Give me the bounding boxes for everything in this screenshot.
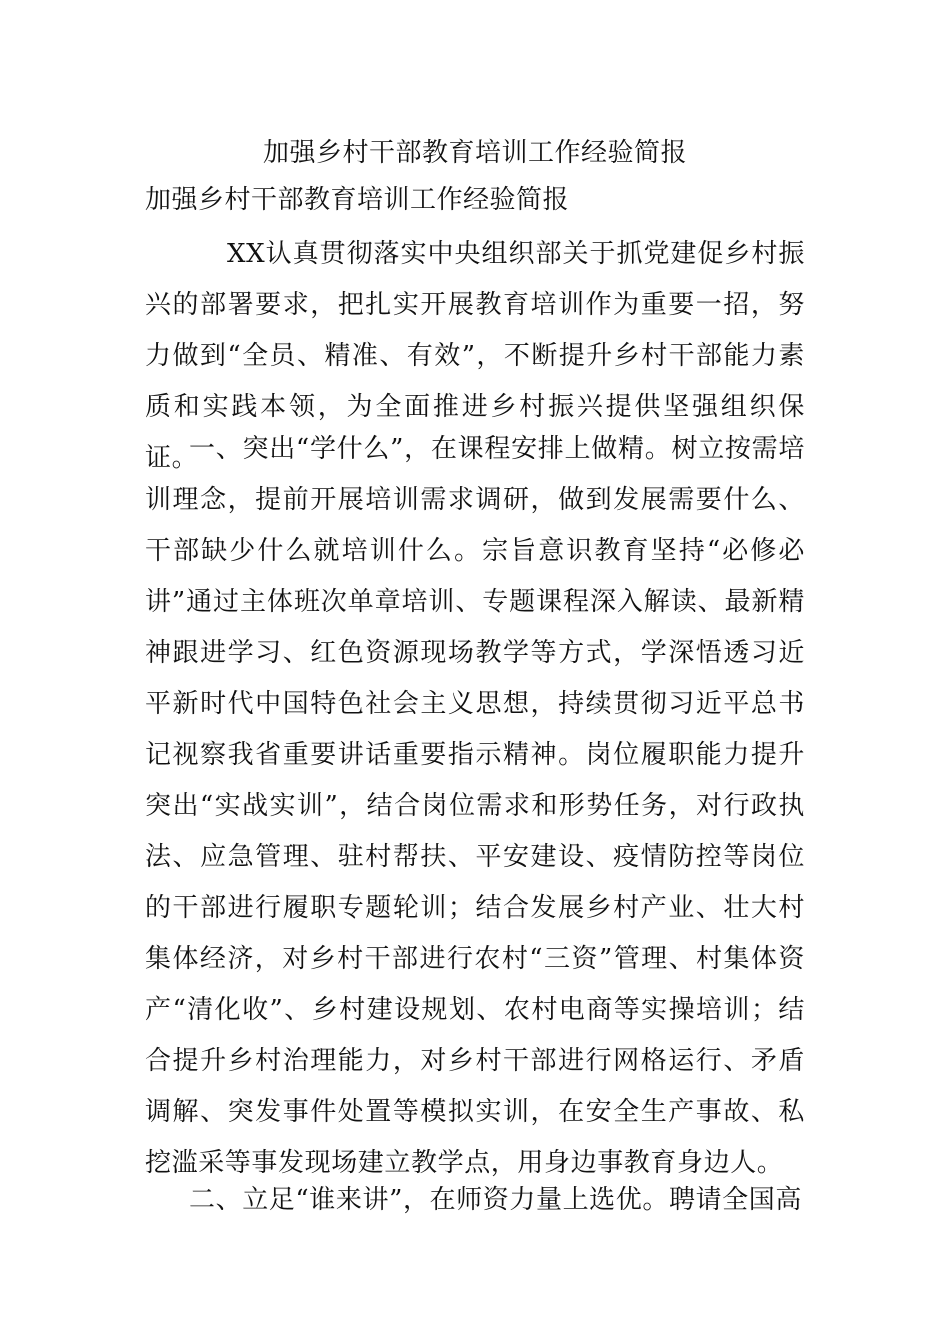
section-one-paragraph: 一、突出“学什么”，在课程安排上做精。树立按需培训理念，提前开展培训需求调研，做到发展需要什么、干部缺少什么就培训什么。宗旨意识教育坚持“必修必讲”通过主体班次单章培训、专题课程深入解读、最新精神跟进学习、红色资源现场教学等方式，学深悟透习近平新时代中国特色社会主义思想，持续贯彻习近平总书记视察我省重要讲话重要指示精神。岗位履职能力提升突出“实战实训”，结合岗位需求和形势任务，对行政执法、应急管理、驻村帮扶、平安建设、疫情防控等岗位的干部进行履职专题轮训；结合发展乡村产业、壮大村集体经济，对乡村干部进行农村“三资”管理、村集体资产“清化收”、乡村建设规划、农村电商等实操培训；结合提升乡村治理能力，对乡村干部进行网格运行、矛盾调解、突发事件处置等模拟实训，在安全生产事故、私挖滥采等事发现场建立教学点，用身边事教育身边人。 [145,434,805,1178]
document-title: 加强乡村干部教育培训工作经验简报 [262,138,687,168]
document-subtitle: 加强乡村干部教育培训工作经验简报 [145,185,570,215]
section-two-paragraph: 二、立足“谁来讲”，在师资力量上选优。聘请全国高 [189,1185,802,1215]
intro-paragraph: XX认真贯彻落实中央组织部关于抓党建促乡村振兴的部署要求，把扎实开展教育培训作为重要一招，努力做到“全员、精准、有效”，不断提升乡村干部能力素质和实践本领，为全面推进乡村振兴提供坚强组织保证。 [145,239,805,473]
